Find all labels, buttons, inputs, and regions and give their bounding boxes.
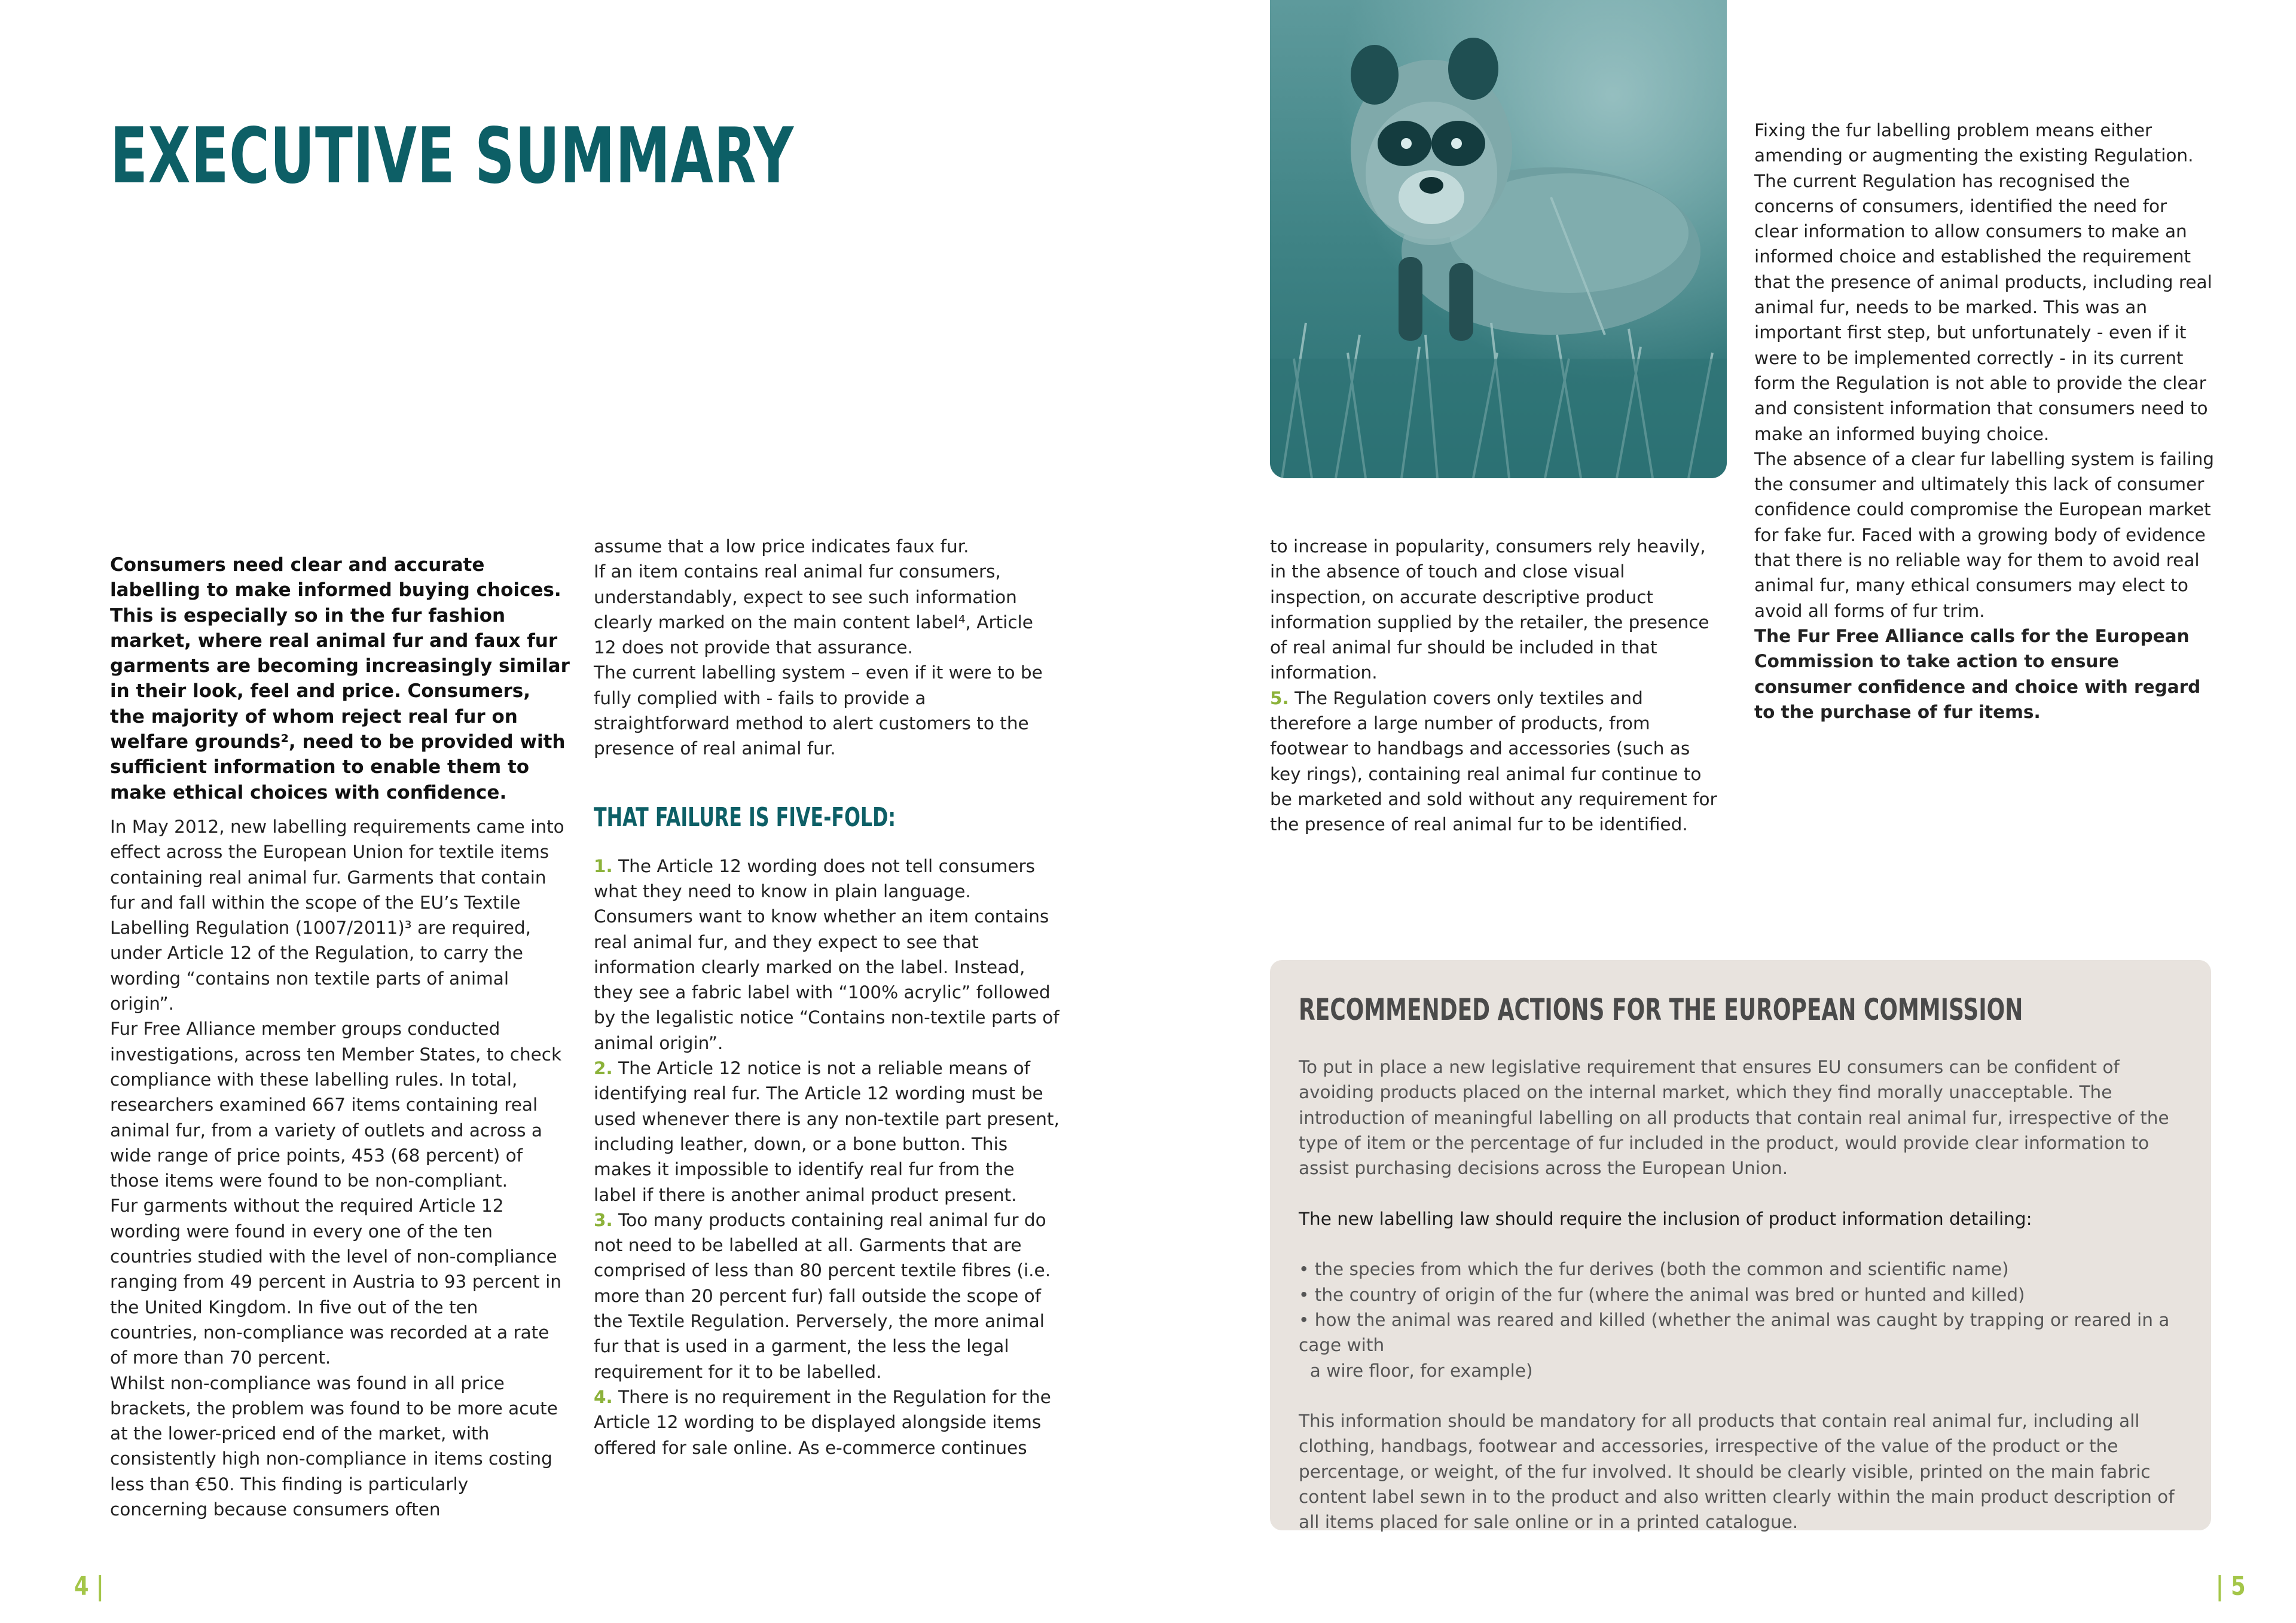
recommended-actions-box (1270, 960, 2211, 1533)
paragraph: The new labelling law should require the inclusion of product information detailing: (1299, 1208, 2032, 1229)
point-number: 3. (594, 1209, 613, 1230)
numbered-point (594, 1056, 1060, 1208)
intro-paragraph: Consumers need clear and accurate labelling to make informed buying choices. This is especially so in the fur fashion market, where real animal fur and faux fur garments are becoming increasingly similar in their look, feel and price. Consumers, the majority of whom reject real fur on welfare grounds², need to be provided with sufficient information to enable them to make ethical choices with confidence. (110, 554, 570, 803)
point-number: 4. (594, 1386, 613, 1407)
column-4 (1754, 118, 2215, 725)
paragraph: Fur Free Alliance member groups conducted investigations, across ten Member States, to check compliance with these labelling rules. In total, researchers examined 667 items containing real animal fur, from a variety of outlets and across a wide range of price points, 453 (68 percent) of those items were found to be non-compliant. (110, 1019, 562, 1191)
recommended-actions-body (1299, 1055, 2184, 1560)
paragraph: Fixing the fur labelling problem means either amending or augmenting the existing Regulation. The current Regulation has recognised the concerns of consumers, identified the need for clear information to allow consumers to make an informed choice and established the requirement that the presence of animal products, including real animal fur, needs to be marked. This was an important first step, but unfortunately - even if it were to be implemented correctly - in its current form the Regulation is not able to provide the clear and consistent information that consumers need to make an informed buying choice. (1754, 120, 2212, 444)
point-number: 1. (594, 855, 613, 876)
point-text: Too many products containing real animal fur do not need to be labelled at all. Garments that are comprised of less than 80 percent textile fibres (i.e. more than 20 percent fur) fall outside the scope of the Textile Regulation. Perversely, the more animal fur that is used in a garment, the less the legal requirement for it to be labelled. (594, 1209, 1051, 1382)
numbered-point (1270, 686, 1724, 838)
point-number: 5. (1270, 687, 1289, 708)
paragraph: The current labelling system – even if it were to be fully complied with - fails to provide a straightforward method to alert customers to the presence of real animal fur. (594, 662, 1043, 759)
point-text: There is no requirement in the Regulation for the Article 12 wording to be displayed alongside items offered for sale online. As e-commerce continues (594, 1386, 1051, 1458)
numbered-point (594, 854, 1060, 1056)
point-text: The Article 12 notice is not a reliable means of identifying real fur. The Article 12 wording must be used whenever there is any non-textile part present, including leather, down, or a bone button. This makes it impossible to identify real fur from the label if there is another animal product present. (594, 1058, 1060, 1205)
paragraph: Whilst non-compliance was found in all price brackets, the problem was found to be more acute at the lower-priced end of the market, with consistently high non-compliance in items costing less than €50. This finding is particularly concerning because consumers often (110, 1373, 558, 1520)
page-title: EXECUTIVE SUMMARY (110, 112, 794, 201)
column-2 (594, 534, 1060, 1460)
point-number: 2. (594, 1058, 613, 1079)
point-text: The Article 12 wording does not tell consumers what they need to know in plain language. Consumers want to know whether an item contains real animal fur, and they expect to see that information clearly marked on the label. Instead, they see a fabric label with “100% acrylic” followed by the legalistic notice “Contains non-textile parts of animal origin”. (594, 855, 1060, 1053)
section-heading: THAT FAILURE IS FIVE-FOLD: (594, 802, 896, 833)
paragraph: To put in place a new legislative requirement that ensures EU consumers can be confident of avoiding products placed on the internal market, which they find morally unacceptable. The introduction of meaningful labelling on all products that contain real animal fur, irrespective of the type of item or the percentage of fur included in the product, would provide clear information to assist purchasing decisions across the European Union. (1299, 1057, 2169, 1179)
column-1 (110, 814, 570, 1522)
column-3 (1270, 534, 1724, 838)
paragraph: In May 2012, new labelling requirements came into effect across the European Union for textile items containing real animal fur. Garments that contain fur and fall within the scope of the EU’s Textile Labelling Regulation (1007/2011)³ are required, under Article 12 of the Regulation, to carry the wording “contains non textile parts of animal origin”. (110, 817, 564, 1014)
numbered-point (594, 1208, 1060, 1384)
paragraph: The absence of a clear fur labelling system is failing the consumer and ultimately this lack of consumer confidence could compromise the European market for fake fur. Faced with a growing body of evidence that there is no reliable way for them to avoid real animal fur, many ethical consumers may elect to avoid all forms of fur trim. (1754, 448, 2214, 621)
paragraph: If an item contains real animal fur consumers, understandably, expect to see such information clearly marked on the main content label⁴, Article 12 does not provide that assurance. (594, 561, 1033, 658)
page-number-right: | 5 (2216, 1571, 2246, 1601)
paragraph: to increase in popularity, consumers rely heavily, in the absence of touch and close visual inspection, on accurate descriptive product information supplied by the retailer, the presence of real animal fur should be included in that information. (1270, 536, 1709, 683)
list-item: a wire floor, for example) (1299, 1360, 1533, 1381)
requirements-list (1299, 1257, 2184, 1383)
paragraph: assume that a low price indicates faux fur. (594, 536, 969, 557)
call-to-action: The Fur Free Alliance calls for the European Commission to take action to ensure consumer confidence and choice with regard to the purchase of fur items. (1754, 625, 2201, 722)
paragraph: Fur garments without the required Article 12 wording were found in every one of the ten countries studied with the level of non-compliance ranging from 49 percent in Austria to 93 percent in the United Kingdom. In five out of the ten countries, non-compliance was recorded at a rate of more than 70 percent. (110, 1196, 561, 1368)
numbered-point (594, 1384, 1060, 1460)
list-item: • the country of origin of the fur (where the animal was bred or hunted and killed) (1299, 1284, 2025, 1305)
paragraph: This information should be mandatory for all products that contain real animal fur, including all clothing, handbags, footwear and accessories, irrespective of the value of the product or the percentage, or weight, of the fur involved. It should be clearly visible, printed on the main fabric content label sewn in to the product and also written clearly within the main product description of all items placed for sale online or in a printed catalogue. (1299, 1411, 2175, 1533)
recommended-actions-title: RECOMMENDED ACTIONS FOR THE EUROPEAN COMMISSION (1299, 992, 2023, 1027)
point-text: The Regulation covers only textiles and therefore a large number of products, from footwear to handbags and accessories (such as key rings), containing real animal fur continue to be marketed and sold without any requirement for the presence of real animal fur to be identified. (1270, 687, 1717, 835)
raccoon-dog-photo (1270, 0, 1727, 478)
list-item: • the species from which the fur derives (both the common and scientific name) (1299, 1259, 2009, 1280)
raccoon-dog-illustration (1270, 0, 1727, 478)
page-number-left: 4 | (74, 1571, 104, 1601)
list-item: • how the animal was reared and killed (whether the animal was caught by trapping or reared in a cage with (1299, 1309, 2170, 1356)
